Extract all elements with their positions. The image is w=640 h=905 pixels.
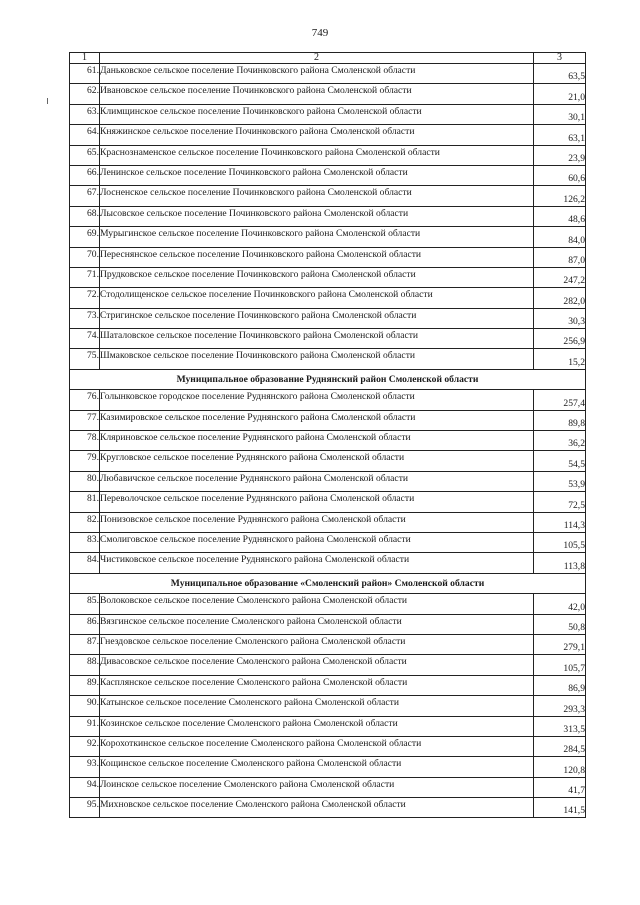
settlement-name: Переволочское сельское поселение Руднянского района Смоленской области: [100, 492, 534, 512]
table-row: [70, 431, 586, 451]
row-value: 105,5: [534, 532, 586, 552]
table-row: [70, 349, 586, 369]
page-number: 749: [311, 27, 329, 39]
row-value: 141,5: [534, 798, 586, 818]
row-value: 86,9: [534, 675, 586, 695]
settlement-name: Кругловское сельское поселение Руднянского района Смоленской области: [100, 451, 534, 471]
row-number: 64.: [70, 125, 100, 145]
row-value: 63,1: [534, 125, 586, 145]
row-value: 48,6: [534, 206, 586, 226]
row-number: 81.: [70, 492, 100, 512]
row-number: 69.: [70, 227, 100, 247]
row-value: 126,2: [534, 186, 586, 206]
section-title: Муниципальное образование «Смоленский район» Смоленской области: [70, 573, 586, 593]
row-number: 61.: [70, 64, 100, 84]
table-row: [70, 675, 586, 695]
row-value: 23,9: [534, 145, 586, 165]
settlement-name: Голынковское городское поселение Руднянского района Смоленской области: [100, 390, 534, 410]
settlement-name: Катынское сельское поселение Смоленского района Смоленской области: [100, 696, 534, 716]
table-row: [70, 329, 586, 349]
row-number: 78.: [70, 431, 100, 451]
row-number: 95.: [70, 798, 100, 818]
settlement-name: Корохоткинское сельское поселение Смоленского района Смоленской области: [100, 736, 534, 756]
table-row: [70, 206, 586, 226]
table-row: [70, 227, 586, 247]
table-row: [70, 165, 586, 185]
row-value: 113,8: [534, 553, 586, 573]
column-header-3: 3: [534, 53, 586, 64]
row-value: 284,5: [534, 736, 586, 756]
row-number: 92.: [70, 736, 100, 756]
settlement-name: Кощинское сельское поселение Смоленского района Смоленской области: [100, 757, 534, 777]
row-number: 70.: [70, 247, 100, 267]
table-row: [70, 125, 586, 145]
table-body: [70, 53, 586, 818]
row-value: 293,3: [534, 696, 586, 716]
settlement-name: Стодолищенское сельское поселение Починковского района Смоленской области: [100, 288, 534, 308]
column-header-1: 1: [70, 53, 100, 64]
settlement-name: Михновское сельское поселение Смоленского района Смоленской области: [100, 798, 534, 818]
section-title: Муниципальное образование Руднянский район Смоленской области: [70, 369, 586, 389]
row-number: 65.: [70, 145, 100, 165]
row-value: 279,1: [534, 634, 586, 654]
settlement-name: Кляриновское сельское поселение Руднянского района Смоленской области: [100, 431, 534, 451]
table-row: [70, 634, 586, 654]
section-header-row: [70, 573, 586, 593]
settlement-name: Стригинское сельское поселение Починковского района Смоленской области: [100, 308, 534, 328]
row-value: 105,7: [534, 655, 586, 675]
settlement-name: Даньковское сельское поселение Починковского района Смоленской области: [100, 64, 534, 84]
row-value: 30,1: [534, 104, 586, 124]
row-number: 62.: [70, 84, 100, 104]
settlement-name: Прудковское сельское поселение Починковского района Смоленской области: [100, 267, 534, 287]
row-number: 84.: [70, 553, 100, 573]
settlement-name: Смолиговское сельское поселение Руднянского района Смоленской области: [100, 532, 534, 552]
settlement-name: Краснознаменское сельское поселение Починковского района Смоленской области: [100, 145, 534, 165]
row-value: 87,0: [534, 247, 586, 267]
row-value: 72,5: [534, 492, 586, 512]
row-number: 76.: [70, 390, 100, 410]
row-number: 93.: [70, 757, 100, 777]
row-value: 282,0: [534, 288, 586, 308]
table-row: [70, 798, 586, 818]
settlement-name: Ленинское сельское поселение Починковского района Смоленской области: [100, 165, 534, 185]
row-value: 120,8: [534, 757, 586, 777]
settlement-name: Касплянское сельское поселение Смоленского района Смоленской области: [100, 675, 534, 695]
table-row: [70, 390, 586, 410]
settlement-name: Чистиковское сельское поселение Руднянского района Смоленской области: [100, 553, 534, 573]
row-value: 36,2: [534, 431, 586, 451]
settlement-name: Вязгинское сельское поселение Смоленского района Смоленской области: [100, 614, 534, 634]
row-value: 60,6: [534, 165, 586, 185]
table-row: [70, 267, 586, 287]
row-number: 89.: [70, 675, 100, 695]
row-value: 89,8: [534, 410, 586, 430]
column-header-2: 2: [100, 53, 534, 64]
row-value: 30,3: [534, 308, 586, 328]
settlement-name: Дивасовское сельское поселение Смоленского района Смоленской области: [100, 655, 534, 675]
settlement-name: Волоковское сельское поселение Смоленского района Смоленской области: [100, 594, 534, 614]
table-row: [70, 532, 586, 552]
table-row: [70, 655, 586, 675]
table-row: [70, 64, 586, 84]
row-number: 67.: [70, 186, 100, 206]
row-number: 91.: [70, 716, 100, 736]
settlement-name: Ивановское сельское поселение Починковского района Смоленской области: [100, 84, 534, 104]
row-value: 114,3: [534, 512, 586, 532]
row-number: 80.: [70, 471, 100, 491]
row-number: 85.: [70, 594, 100, 614]
row-number: 90.: [70, 696, 100, 716]
row-value: 54,5: [534, 451, 586, 471]
settlement-name: Мурыгинское сельское поселение Починковского района Смоленской области: [100, 227, 534, 247]
table-row: [70, 553, 586, 573]
section-header-row: [70, 369, 586, 389]
row-number: 82.: [70, 512, 100, 532]
row-number: 73.: [70, 308, 100, 328]
row-value: 42,0: [534, 594, 586, 614]
row-value: 53,9: [534, 471, 586, 491]
row-value: 15,2: [534, 349, 586, 369]
table-row: [70, 614, 586, 634]
settlement-name: Шаталовское сельское поселение Починковского района Смоленской области: [100, 329, 534, 349]
row-number: 87.: [70, 634, 100, 654]
table-row: [70, 492, 586, 512]
settlement-name: Понизовское сельское поселение Руднянского района Смоленской области: [100, 512, 534, 532]
settlement-name: Княжинское сельское поселение Починковского района Смоленской области: [100, 125, 534, 145]
row-number: 74.: [70, 329, 100, 349]
table-header-row: [70, 53, 586, 64]
row-value: 257,4: [534, 390, 586, 410]
settlement-name: Переснянское сельское поселение Починковского района Смоленской области: [100, 247, 534, 267]
row-value: 41,7: [534, 777, 586, 797]
row-number: 94.: [70, 777, 100, 797]
row-number: 63.: [70, 104, 100, 124]
row-number: 79.: [70, 451, 100, 471]
row-number: 86.: [70, 614, 100, 634]
settlements-table: [69, 52, 586, 818]
table-row: [70, 84, 586, 104]
settlement-name: Лысовское сельское поселение Починковского района Смоленской области: [100, 206, 534, 226]
row-number: 68.: [70, 206, 100, 226]
table-row: [70, 145, 586, 165]
row-number: 83.: [70, 532, 100, 552]
table-row: [70, 308, 586, 328]
table-row: [70, 186, 586, 206]
settlement-name: Казимировское сельское поселение Руднянского района Смоленской области: [100, 410, 534, 430]
row-value: 247,2: [534, 267, 586, 287]
table-row: [70, 736, 586, 756]
row-number: 88.: [70, 655, 100, 675]
settlement-name: Шмаковское сельское поселение Починковского района Смоленской области: [100, 349, 534, 369]
row-value: 63,5: [534, 64, 586, 84]
row-number: 66.: [70, 165, 100, 185]
table-row: [70, 716, 586, 736]
row-value: 21,0: [534, 84, 586, 104]
settlement-name: Лоинское сельское поселение Смоленского района Смоленской области: [100, 777, 534, 797]
settlement-name: Лосненское сельское поселение Починковского района Смоленской области: [100, 186, 534, 206]
row-value: 313,5: [534, 716, 586, 736]
table-row: [70, 451, 586, 471]
table-row: [70, 594, 586, 614]
table-row: [70, 288, 586, 308]
row-value: 84,0: [534, 227, 586, 247]
table-row: [70, 512, 586, 532]
settlement-name: Гнездовское сельское поселение Смоленского района Смоленской области: [100, 634, 534, 654]
row-value: 50,8: [534, 614, 586, 634]
row-number: 71.: [70, 267, 100, 287]
table-row: [70, 247, 586, 267]
table-row: [70, 410, 586, 430]
table-row: [70, 696, 586, 716]
row-value: 256,9: [534, 329, 586, 349]
table-row: [70, 104, 586, 124]
settlement-name: Климщинское сельское поселение Починковского района Смоленской области: [100, 104, 534, 124]
row-number: 77.: [70, 410, 100, 430]
table-row: [70, 471, 586, 491]
row-number: 72.: [70, 288, 100, 308]
row-number: 75.: [70, 349, 100, 369]
settlement-name: Козинское сельское поселение Смоленского района Смоленской области: [100, 716, 534, 736]
settlement-name: Любавичское сельское поселение Руднянского района Смоленской области: [100, 471, 534, 491]
scan-mark: [47, 98, 48, 104]
table-row: [70, 777, 586, 797]
table-row: [70, 757, 586, 777]
